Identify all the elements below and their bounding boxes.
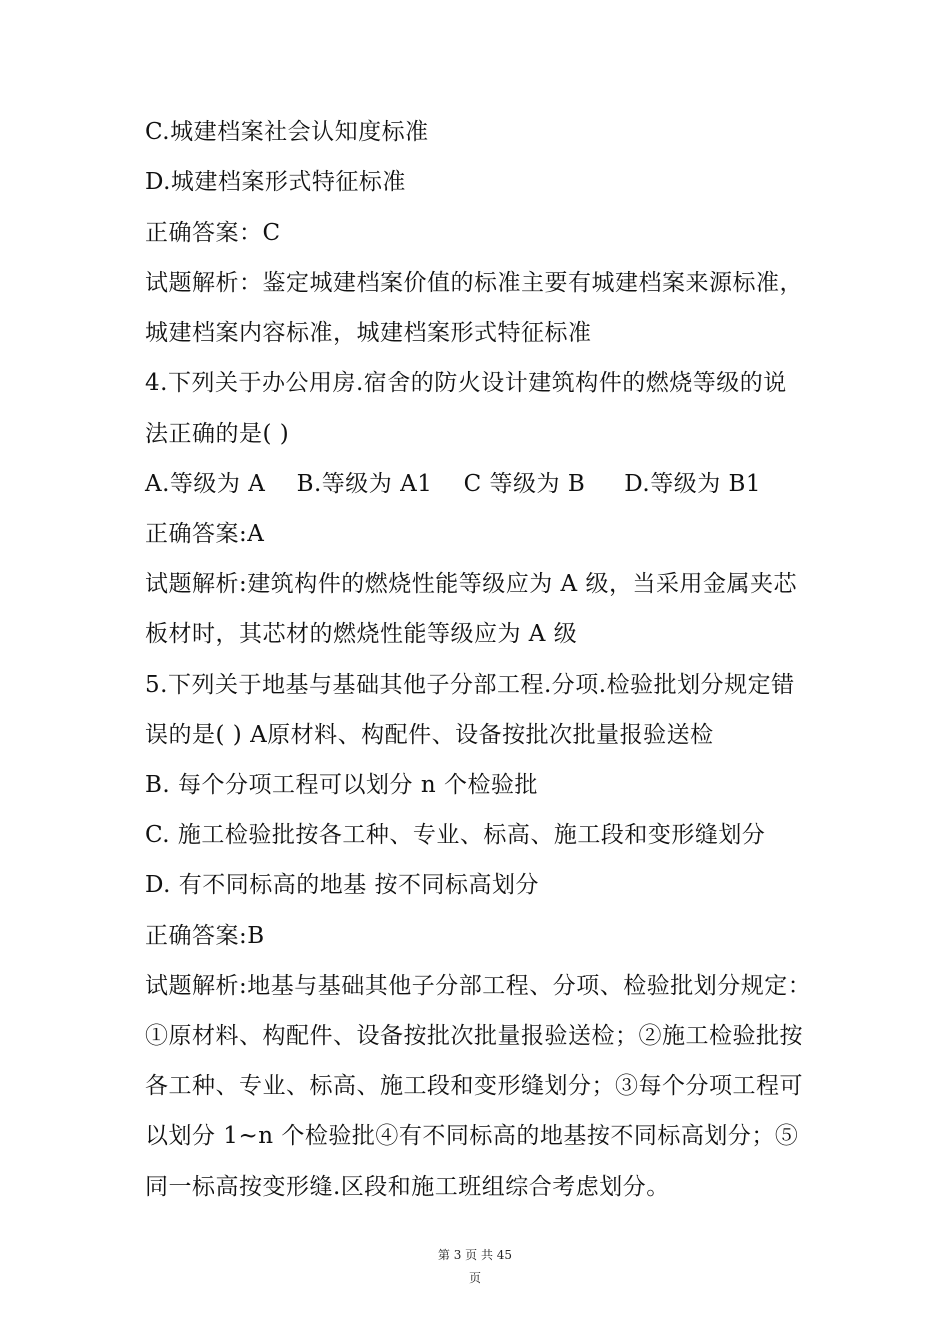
explanation-line: 城建档案内容标准，城建档案形式特征标准 [145, 320, 592, 346]
answer-line: 正确答案:B [145, 923, 265, 949]
answer-line: 正确答案:A [145, 521, 265, 547]
explanation-line: ①原材料、构配件、设备按批次批量报验送检；②施工检验批按 [145, 1023, 803, 1049]
question-line: 法正确的是( ) [145, 421, 290, 447]
explanation-line: 试题解析：鉴定城建档案价值的标准主要有城建档案来源标准， [145, 270, 803, 296]
option-c-line: C.城建档案社会认知度标准 [145, 119, 429, 145]
explanation-line: 试题解析:地基与基础其他子分部工程、分项、检验批划分规定： [145, 973, 812, 999]
explanation-line: 同一标高按变形缝.区段和施工班组综合考虑划分。 [145, 1174, 670, 1200]
option-d-line: D.城建档案形式特征标准 [145, 169, 406, 195]
question-line: 5.下列关于地基与基础其他子分部工程.分项.检验批划分规定错 [145, 672, 795, 698]
option-d-line: D. 有不同标高的地基 按不同标高划分 [145, 872, 540, 898]
explanation-line: 以划分 1~n 个检验批④有不同标高的地基按不同标高划分；⑤ [145, 1123, 799, 1149]
options-line: A.等级为 A B.等级为 A1 C 等级为 B D.等级为 B1 [145, 471, 762, 497]
option-b-line: B. 每个分项工程可以划分 n 个检验批 [145, 772, 538, 798]
page-number-continued: 页 [468, 1271, 481, 1285]
answer-line: 正确答案：C [145, 220, 281, 246]
explanation-line: 各工种、专业、标高、施工段和变形缝划分；③每个分项工程可 [145, 1073, 803, 1099]
page-number: 第 3 页 共 45 [437, 1248, 513, 1262]
question-line: 4.下列关于办公用房.宿舍的防火设计建筑构件的燃烧等级的说 [145, 370, 787, 396]
question-line: 误的是( ) A原材料、构配件、设备按批次批量报验送检 [145, 722, 714, 748]
explanation-line: 试题解析:建筑构件的燃烧性能等级应为 A 级，当采用金属夹芯 [145, 571, 797, 597]
option-c-line: C. 施工检验批按各工种、专业、标高、施工段和变形缝划分 [145, 822, 766, 848]
explanation-line: 板材时，其芯材的燃烧性能等级应为 A 级 [145, 621, 578, 647]
